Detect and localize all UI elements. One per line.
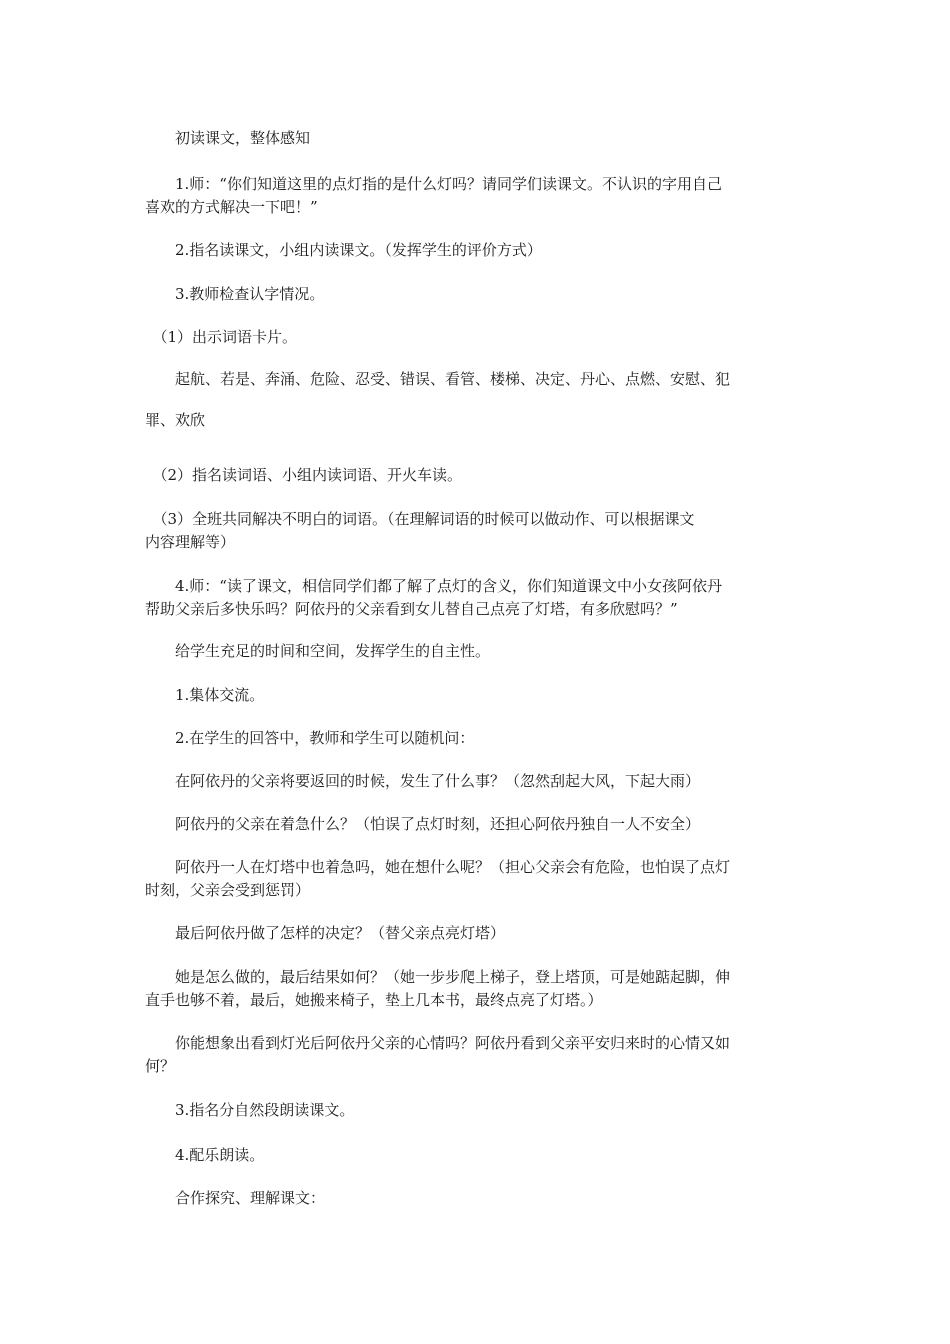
section-heading: 合作探究、理解课文： <box>145 1189 326 1207</box>
paragraph: 1.集体交流。 <box>145 686 265 704</box>
paragraph: 1.师：“你们知道这里的点灯指的是什么灯吗？请同学们读课文。不认识的字用自己 喜欢的方式解决一下吧！” <box>145 175 722 216</box>
paragraph: 给学生充足的时间和空间，发挥学生的自主性。 <box>145 642 491 660</box>
paragraph: 在阿依丹的父亲将要返回的时候，发生了什么事？（忽然刮起大风，下起大雨） <box>145 772 701 790</box>
paragraph: 阿依丹一人在灯塔中也着急吗，她在想什么呢？（担心父亲会有危险，也怕误了点灯 时刻，父亲会受到惩罚） <box>145 858 731 899</box>
paragraph: （1）出示词语卡片。 <box>145 328 298 346</box>
paragraph: 最后阿依丹做了怎样的决定？（替父亲点亮灯塔） <box>145 924 506 942</box>
paragraph: （2）指名读词语、小组内读词语、开火车读。 <box>145 466 463 484</box>
paragraph: 2.指名读课文，小组内读课文。（发挥学生的评价方式） <box>145 241 542 259</box>
paragraph: 4.师：“读了课文，相信同学们都了解了点灯的含义，你们知道课文中小女孩阿依丹 帮助父亲后多快乐吗？阿依丹的父亲看到女儿替自己点亮了灯塔，有多欣慰吗？” <box>145 577 722 618</box>
paragraph: 3.教师检查认字情况。 <box>145 285 325 303</box>
paragraph: （3）全班共同解决不明白的词语。（在理解词语的时候可以做动作、可以根据课文 内容理解等） <box>145 510 695 551</box>
paragraph: 2.在学生的回答中，教师和学生可以随机问： <box>145 729 475 747</box>
paragraph: 3.指名分自然段朗读课文。 <box>145 1101 355 1119</box>
word-list-continued: 罪、欢欣 <box>145 411 206 429</box>
section-heading: 初读课文，整体感知 <box>145 129 311 147</box>
paragraph: 阿依丹的父亲在着急什么？（怕误了点灯时刻，还担心阿依丹独自一人不安全） <box>145 815 701 833</box>
paragraph: 她是怎么做的，最后结果如何？（她一步步爬上梯子，登上塔顶，可是她踮起脚，伸 直手也够不着，最后，她搬来椅子，垫上几本书，最终点亮了灯塔。） <box>145 968 731 1009</box>
paragraph: 4.配乐朗读。 <box>145 1146 265 1164</box>
word-list: 起航、若是、奔涌、危险、忍受、错误、看管、楼梯、决定、丹心、点燃、安慰、犯 <box>145 370 731 388</box>
paragraph: 你能想象出看到灯光后阿依丹父亲的心情吗？阿依丹看到父亲平安归来时的心情又如 何？ <box>145 1034 731 1075</box>
